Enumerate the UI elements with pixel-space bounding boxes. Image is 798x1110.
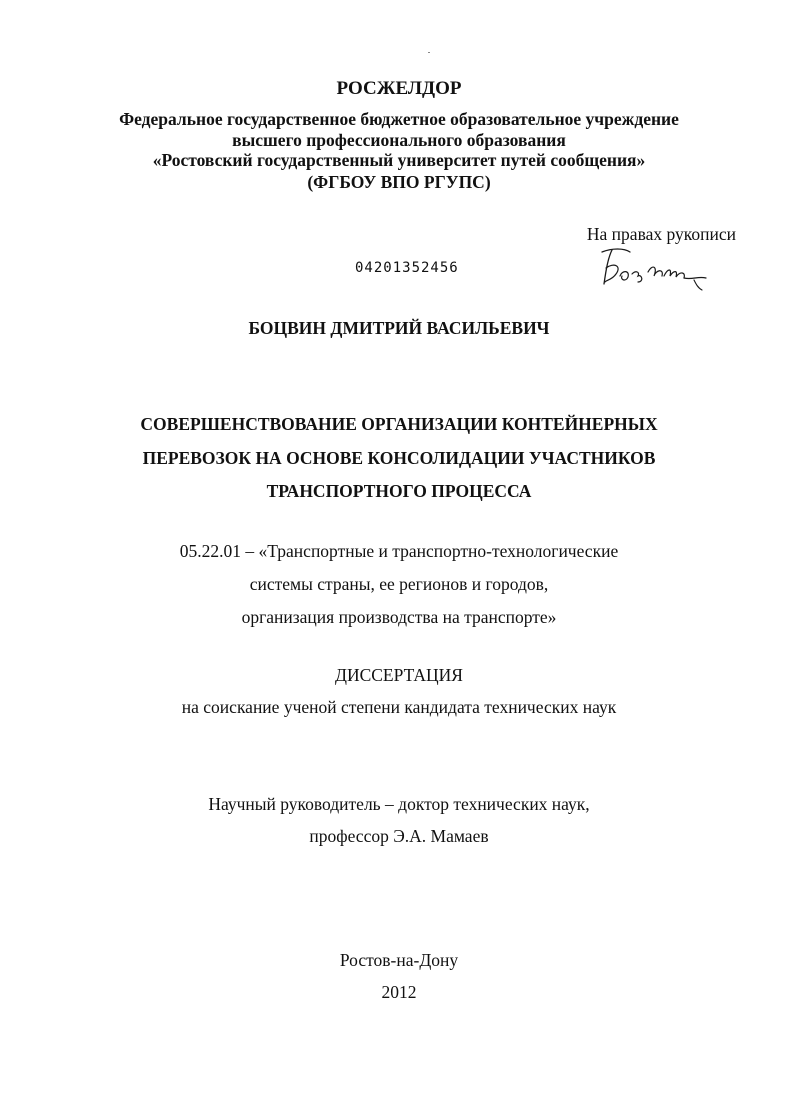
specialty-line-2: системы страны, ее регионов и городов, <box>249 574 549 594</box>
specialty-line-3: организация производства на транспорте» <box>241 607 557 627</box>
document-type: ДИССЕРТАЦИЯ <box>335 665 463 685</box>
thesis-title-line-3: ТРАНСПОРТНОГО ПРОЦЕССА <box>266 481 532 501</box>
degree-statement: на соискание ученой степени кандидата технических наук <box>181 697 617 717</box>
agency-name: РОСЖЕЛДОР <box>336 78 462 99</box>
institution-abbreviation: (ФГБОУ ВПО РГУПС) <box>307 172 491 192</box>
rights-note: На правах рукописи <box>586 224 736 244</box>
signature-icon <box>598 246 710 292</box>
year: 2012 <box>381 982 417 1002</box>
supervisor-line-1: Научный руководитель – доктор технических наук, <box>208 794 590 814</box>
specialty-line-1: 05.22.01 – «Транспортные и транспортно-технологические <box>179 541 619 561</box>
institution-line-2: высшего профессионального образования <box>232 130 566 150</box>
institution-line-1: Федеральное государственное бюджетное образовательное учреждение <box>119 109 679 129</box>
supervisor-line-2: профессор Э.А. Мамаев <box>309 826 489 846</box>
thesis-title-line-2: ПЕРЕВОЗОК НА ОСНОВЕ КОНСОЛИДАЦИИ УЧАСТНИКОВ <box>142 448 656 468</box>
scan-speck <box>428 52 430 53</box>
author-name: БОЦВИН ДМИТРИЙ ВАСИЛЬЕВИЧ <box>248 318 550 338</box>
institution-line-3: «Ростовский государственный университет путей сообщения» <box>152 150 646 170</box>
document-number: 04201352456 <box>355 260 459 276</box>
thesis-title-line-1: СОВЕРШЕНСТВОВАНИЕ ОРГАНИЗАЦИИ КОНТЕЙНЕРНЫХ <box>140 414 658 434</box>
city: Ростов-на-Дону <box>339 950 459 970</box>
